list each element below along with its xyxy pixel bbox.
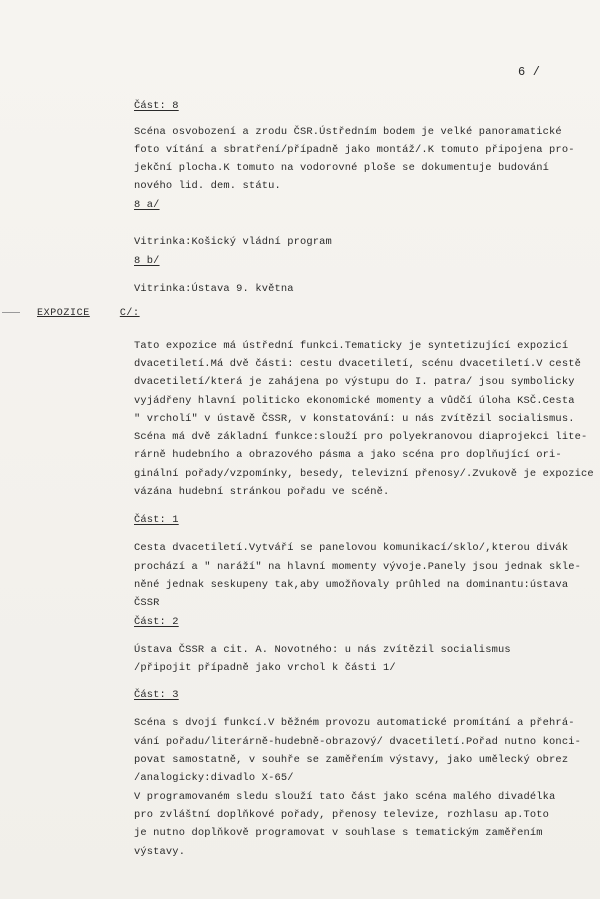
text-line: pro zvláštní doplňkové pořady, přenosy televize, rozhlasu ap.Toto bbox=[134, 809, 550, 821]
section-heading: Část: 3 bbox=[134, 689, 179, 701]
text-line: něné jednak seskupeny tak,aby umožňovaly průhled na dominantu:ústava bbox=[134, 579, 569, 591]
text-line: Vitrinka:Košický vládní program bbox=[134, 236, 332, 248]
text-line: Ústava ČSSR a cit. A. Novotného: u nás zvítězil socialismus bbox=[134, 644, 511, 656]
text-line: Cesta dvacetiletí.Vytváří se panelovou komunikací/sklo/,kterou divák bbox=[134, 542, 569, 554]
text-line: Scéna s dvojí funkcí.V běžném provozu automatické promítání a přehrá- bbox=[134, 717, 575, 729]
text-line: vání pořadu/literárně-hudebně-obrazový/ dvacetiletí.Pořad nutno konci- bbox=[134, 736, 581, 748]
text-line: prochází a " naráží" na hlavní momenty vývoje.Panely jsou jednak skle- bbox=[134, 561, 581, 573]
text-line: " vrcholí" v ústavě ČSSR, v konstatování: u nás zvítězil socialismus. bbox=[134, 413, 575, 425]
text-line: Vitrinka:Ústava 9. května bbox=[134, 283, 294, 295]
text-line: Tato expozice má ústřední funkci.Tematicky je syntetizující expozicí bbox=[134, 340, 569, 352]
text-line: jekční plocha.K tomuto na vodorovné ploše se dokumentuje budování bbox=[134, 162, 550, 174]
section-label-word: EXPOZICE bbox=[37, 308, 90, 319]
text-line: foto vítání a sbratření/případně jako montáž/.K tomuto připojena pro- bbox=[134, 144, 575, 156]
text-line: nového lid. dem. státu. bbox=[134, 180, 281, 192]
text-line: V programovaném sledu slouží tato část jako scéna malého divadélka bbox=[134, 791, 556, 803]
section-heading: Část: 2 bbox=[134, 616, 179, 628]
text-line: Scéna osvobození a zrodu ČSR.Ústředním bodem je velké panoramatické bbox=[134, 126, 562, 138]
text-line: Scéna má dvě základní funkce:slouží pro polyekranovou diaprojekci lite- bbox=[134, 431, 588, 443]
text-line: dvacetiletí.Má dvě části: cestu dvacetiletí, scénu dvacetiletí.V cestě bbox=[134, 358, 581, 370]
text-line: výstavy. bbox=[134, 846, 186, 858]
text-line: /připojit případně jako vrchol k části 1/ bbox=[134, 662, 396, 674]
section-heading: Část: 1 bbox=[134, 514, 179, 526]
section-heading: Část: 8 bbox=[134, 100, 179, 112]
section-heading: 8 b/ bbox=[134, 255, 160, 267]
section-heading: 8 a/ bbox=[134, 199, 160, 211]
section-label-expozice-c bbox=[37, 308, 140, 319]
page-number: 6 / bbox=[518, 65, 541, 79]
text-line: ginální pořady/vzpomínky, besedy, televizní přenosy/.Zvukově je expozice bbox=[134, 468, 594, 480]
text-line: ČSSR bbox=[134, 597, 160, 609]
text-line: dvacetiletí/která je zahájena po výstupu do I. patra/ jsou symbolicky bbox=[134, 376, 575, 388]
text-line: rárně hudebního a obrazového pásma a jako scéna pro doplňující ori- bbox=[134, 449, 562, 461]
text-line: je nutno doplňkově programovat v souhlase s tematickým zaměřením bbox=[134, 827, 543, 839]
text-line: vázána hudební stránkou pořadu ve scéně. bbox=[134, 486, 390, 498]
section-label-letter: C/: bbox=[119, 308, 140, 319]
text-line: vyjádřeny hlavní politicko ekonomické momenty a vůdčí úloha KSČ.Cesta bbox=[134, 395, 575, 407]
text-line: povat samostatně, v souhře se zaměřením výstavy, jako umělecký obrez bbox=[134, 754, 569, 766]
margin-mark bbox=[2, 312, 20, 313]
text-line: /analogicky:divadlo X-65/ bbox=[134, 772, 294, 784]
